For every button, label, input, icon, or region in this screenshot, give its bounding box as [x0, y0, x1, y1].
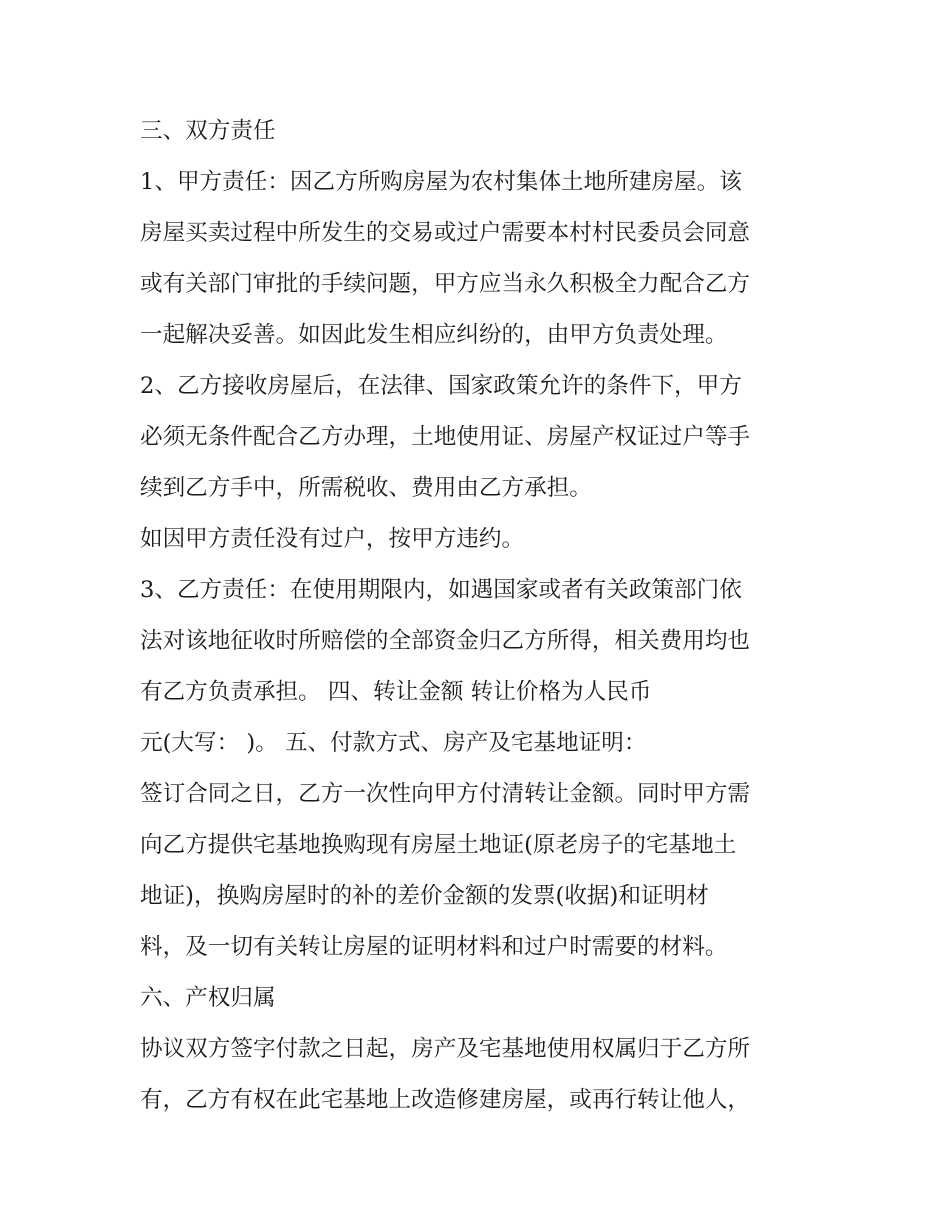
text-line: 向乙方提供宅基地换购现有房屋土地证(原老房子的宅基地土 [140, 832, 737, 858]
text-line: 法对该地征收时所赔偿的全部资金归乙方所得，相关费用均也 [140, 628, 751, 654]
text-line: 有乙方负责承担。 四、转让金额 转让价格为人民币 [140, 679, 652, 705]
text-line: 元(大写： )。 五、付款方式、房产及宅基地证明： [140, 730, 647, 756]
text-line: 1、甲方责任：因乙方所购房屋为农村集体土地所建房屋。该 [140, 169, 742, 195]
text-line: 必须无条件配合乙方办理，土地使用证、房屋产权证过户等手 [140, 424, 751, 450]
text-line: 如因甲方责任没有过户，按甲方违约。 [140, 526, 525, 552]
text-line: 3、乙方责任：在使用期限内，如遇国家或者有关政策部门依 [140, 577, 742, 603]
text-line: 签订合同之日，乙方一次性向甲方付清转让金额。同时甲方需 [140, 781, 751, 807]
text-line: 有，乙方有权在此宅基地上改造修建房屋，或再行转让他人， [140, 1087, 751, 1113]
section-heading-responsibilities: 三、双方责任 [140, 118, 276, 144]
text-line: 2、乙方接收房屋后，在法律、国家政策允许的条件下，甲方 [140, 373, 742, 399]
text-line: 协议双方签字付款之日起，房产及宅基地使用权属归于乙方所 [140, 1036, 751, 1062]
text-line: 一起解决妥善。如因此发生相应纠纷的，由甲方负责处理。 [140, 322, 728, 348]
text-line: 地证)，换购房屋时的补的差价金额的发票(收据)和证明材 [140, 883, 709, 909]
contract-text [140, 106, 820, 1126]
text-line: 或有关部门审批的手续问题，甲方应当永久积极全力配合乙方 [140, 271, 751, 297]
text-line: 续到乙方手中，所需税收、费用由乙方承担。 [140, 475, 592, 501]
text-line: 料，及一切有关转让房屋的证明材料和过户时需要的材料。 [140, 934, 728, 960]
text-line: 房屋买卖过程中所发生的交易或过户需要本村村民委员会同意 [140, 220, 751, 246]
section-heading-ownership: 六、产权归属 [140, 985, 276, 1011]
